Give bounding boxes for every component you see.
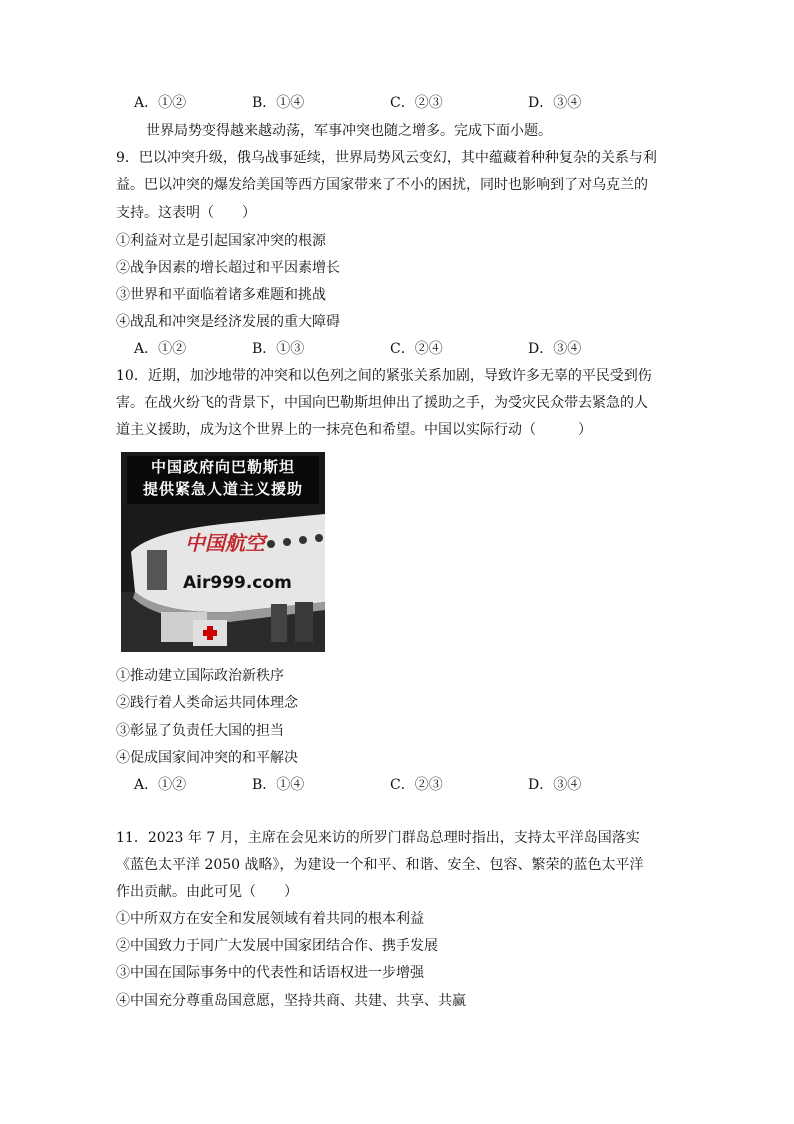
q9-options — [134, 339, 634, 359]
q8-options — [134, 93, 634, 113]
q11-stem-line-3: 作出贡献。由此可见（ ） — [116, 884, 298, 900]
plane-url-text: Air999.com — [183, 573, 292, 593]
q10-stem-line-2: 害。在战火纷飞的背景下，中国向巴勒斯坦伸出了援助之手，为受灾民众带去紧急的人 — [116, 395, 648, 411]
q10-item-4: ④促成国家间冲突的和平解决 — [116, 750, 298, 766]
q9-item-2: ②战争因素的增长超过和平因素增长 — [116, 260, 340, 276]
photo-banner — [127, 456, 319, 504]
banner-line-2: 提供紧急人道主义援助 — [142, 480, 303, 498]
q8-option-b: B．①④ — [252, 95, 305, 111]
q10-stem-line-3: 道主义援助，成为这个世界上的一抹亮色和希望。中国以实际行动（ ） — [116, 422, 592, 438]
q10-options — [134, 775, 634, 795]
q10-item-1: ①推动建立国际政治新秩序 — [116, 668, 284, 684]
q9-stem-line-1: 9．巴以冲突升级，俄乌战事延续，世界局势风云变幻，其中蕴藏着种种复杂的关系与利 — [116, 150, 657, 166]
q10-option-c: C．②③ — [390, 777, 443, 793]
q10-option-b: B．①④ — [252, 777, 305, 793]
q8-option-c: C．②③ — [390, 95, 443, 111]
q9-option-d: D．③④ — [528, 341, 582, 357]
q10-option-d: D．③④ — [528, 777, 582, 793]
q9-stem-line-2: 益。巴以冲突的爆发给美国等西方国家带来了不小的困扰，同时也影响到了对乌克兰的 — [116, 177, 648, 193]
q9-stem-line-3: 支持。这表明（ ） — [116, 205, 256, 221]
q11-stem-line-2: 《蓝色太平洋 2050 战略》，为建设一个和平、和谐、安全、包容、繁荣的蓝色太平洋 — [116, 857, 644, 873]
q9-option-b: B．①③ — [252, 341, 305, 357]
q9-item-4: ④战乱和冲突是经济发展的重大障碍 — [116, 314, 340, 330]
q11-item-2: ②中国致力于同广大发展中国家团结合作、携手发展 — [116, 938, 438, 954]
q9-item-3: ③世界和平面临着诸多难题和挑战 — [116, 287, 326, 303]
q10-option-a: A．①② — [134, 777, 187, 793]
q10-item-2: ②践行着人类命运共同体理念 — [116, 695, 298, 711]
q11-item-4: ④中国充分尊重岛国意愿，坚持共商、共建、共享、共赢 — [116, 993, 466, 1009]
q9-option-c: C．②④ — [390, 341, 443, 357]
q10-item-3: ③彰显了负责任大国的担当 — [116, 723, 284, 739]
q11-item-1: ①中所双方在安全和发展领域有着共同的根本利益 — [116, 911, 424, 927]
plane-script-text: 中国航空 — [185, 531, 265, 555]
q8-option-a: A．①② — [134, 95, 187, 111]
q11-item-3: ③中国在国际事务中的代表性和话语权进一步增强 — [116, 965, 424, 981]
q10-stem-line-1: 10．近期，加沙地带的冲突和以色列之间的紧张关系加剧，导致许多无辜的平民受到伤 — [116, 368, 652, 384]
aid-photo — [121, 452, 325, 652]
banner-line-1: 中国政府向巴勒斯坦 — [150, 458, 295, 476]
q8-option-d: D．③④ — [528, 95, 582, 111]
q11-stem-line-1: 11．2023 年 7 月，主席在会见来访的所罗门群岛总理时指出，支持太平洋岛国落实 — [116, 830, 640, 846]
intro-text: 世界局势变得越来越动荡，军事冲突也随之增多。完成下面小题。 — [146, 123, 552, 139]
q9-item-1: ①利益对立是引起国家冲突的根源 — [116, 233, 326, 249]
q9-option-a: A．①② — [134, 341, 187, 357]
